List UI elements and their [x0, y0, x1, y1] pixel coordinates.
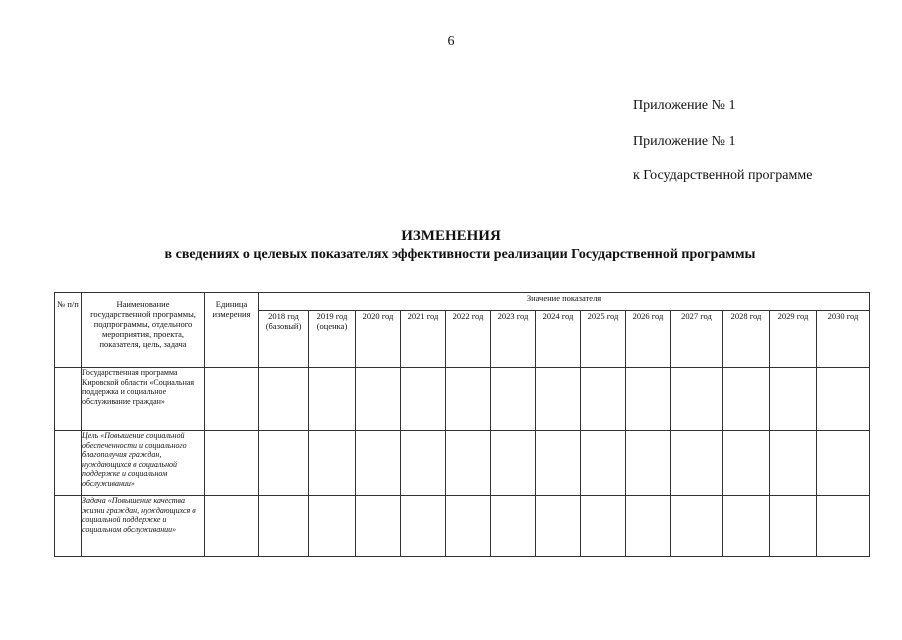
header-year: 2026 год — [626, 311, 671, 368]
table-cell — [356, 368, 401, 431]
table-cell — [309, 368, 356, 431]
header-year: 2020 год — [356, 311, 401, 368]
appendix-line-2: Приложение № 1 — [633, 134, 736, 149]
header-year: 2021 год — [401, 311, 446, 368]
table-cell — [401, 431, 446, 496]
table-cell — [817, 368, 870, 431]
table-row — [55, 368, 870, 431]
row-name: Цель «Повышение социальной обеспеченности и социального благополучия граждан, нуждающихся в социальной поддержке и социальном обслуживании» — [82, 431, 205, 496]
table-cell — [259, 496, 309, 557]
header-year: 2029 год — [770, 311, 817, 368]
table-cell — [671, 368, 723, 431]
header-year: 2022 год — [446, 311, 491, 368]
table-cell — [817, 496, 870, 557]
table-cell — [491, 431, 536, 496]
table-cell — [446, 496, 491, 557]
table-cell — [446, 368, 491, 431]
row-name: Задача «Повышение качества жизни граждан, нуждающихся в социальной поддержке и социальном обслуживании» — [82, 496, 205, 557]
header-year: 2019 год (оценка) — [309, 311, 356, 368]
table-cell — [55, 368, 82, 431]
table-cell — [723, 368, 770, 431]
table-cell — [259, 368, 309, 431]
table-cell — [205, 496, 259, 557]
table-cell — [536, 368, 581, 431]
header-year: 2025 год — [581, 311, 626, 368]
row-name: Государственная программа Кировской области «Социальная поддержка и социальное обслуживание граждан» — [82, 368, 205, 431]
table-cell — [309, 496, 356, 557]
table-cell — [309, 431, 356, 496]
table-cell — [671, 496, 723, 557]
header-year: 2023 год — [491, 311, 536, 368]
table-row — [55, 431, 870, 496]
table-cell — [817, 431, 870, 496]
table-cell — [626, 431, 671, 496]
table-cell — [401, 368, 446, 431]
table-cell — [770, 496, 817, 557]
table-cell — [626, 496, 671, 557]
header-num: № п/п — [55, 293, 82, 368]
table-cell — [671, 431, 723, 496]
table-cell — [491, 496, 536, 557]
table-cell — [205, 368, 259, 431]
table-cell — [770, 368, 817, 431]
header-year: 2030 год — [817, 311, 870, 368]
table-cell — [55, 496, 82, 557]
header-value: Значение показателя — [259, 293, 870, 311]
table-cell — [581, 368, 626, 431]
table-cell — [626, 368, 671, 431]
table-cell — [723, 431, 770, 496]
table-cell — [356, 431, 401, 496]
table-cell — [446, 431, 491, 496]
table-cell — [491, 368, 536, 431]
table-cell — [536, 431, 581, 496]
table-cell — [770, 431, 817, 496]
indicators-table — [54, 292, 870, 557]
header-year: 2018 год (базовый) — [259, 311, 309, 368]
appendix-line-1: Приложение № 1 — [633, 98, 736, 113]
table-cell — [723, 496, 770, 557]
table-cell — [55, 431, 82, 496]
header-year: 2027 год — [671, 311, 723, 368]
table-cell — [581, 496, 626, 557]
appendix-line-3: к Государственной программе — [633, 168, 813, 183]
table-cell — [259, 431, 309, 496]
header-unit: Единица измерения — [205, 293, 259, 368]
document-title: ИЗМЕНЕНИЯ — [401, 228, 501, 244]
table-row — [55, 496, 870, 557]
header-year: 2028 год — [723, 311, 770, 368]
page-number: 6 — [447, 34, 455, 49]
document-subtitle: в сведениях о целевых показателях эффективности реализации Государственной программы — [164, 247, 756, 262]
table-cell — [401, 496, 446, 557]
header-year: 2024 год — [536, 311, 581, 368]
table-cell — [536, 496, 581, 557]
table-cell — [205, 431, 259, 496]
table-cell — [581, 431, 626, 496]
table-cell — [356, 496, 401, 557]
header-name: Наименование государственной программы, подпрограммы, отдельного мероприятия, проекта, показателя, цель, задача — [82, 293, 205, 368]
